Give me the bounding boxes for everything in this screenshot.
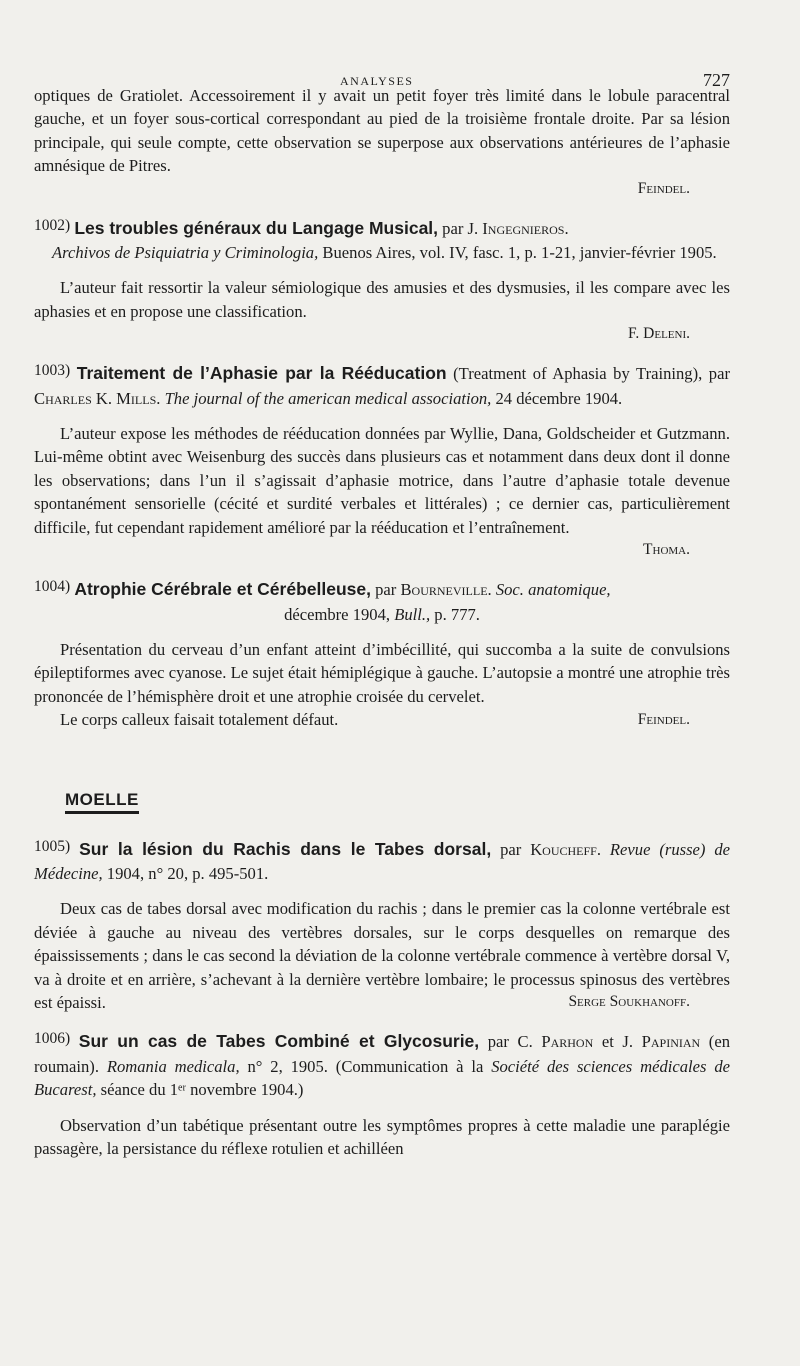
entry-text: Deux cas de tabes dorsal avec modification du rachis ; dans le premier cas la colonne vertébrale est déviée à gauche au niveau des vertèbres dorsales, sur le corps desquelles on remarque des épaississements ; dans le cas second la déviation de la colonne vertébrale commence à vertèbre dorsal V, va à droite et en arrière, s’achevant à la dernière vertèbre lombaire; le processus spinosus des vertèbres est épaissi.: [34, 899, 730, 1012]
entry-number: 1006): [34, 1030, 71, 1048]
entry-journal: Archivos de Psiquiatria y Criminologia,: [52, 243, 319, 263]
entry-signature: Thoma.: [643, 541, 690, 559]
section-heading: MOELLE: [65, 790, 139, 814]
entry-title: Sur un cas de Tabes Combiné et Glycosurie,: [78, 1031, 480, 1052]
entry-1002: [34, 217, 730, 346]
entry-number: 1005): [34, 837, 71, 855]
entry-journal-2: Société des sciences médicales de Bucarest,: [34, 1056, 730, 1100]
entry-author-2: Papinian: [641, 1032, 701, 1052]
entry-author: Ingegnieros.: [482, 218, 569, 238]
entry-1006: [34, 1030, 730, 1160]
entry-reference: [34, 241, 730, 264]
entry-lang: (en roumain).: [34, 1032, 730, 1076]
entry-1003: [34, 362, 730, 561]
entry-text: L’auteur fait ressortir la valeur sémiologique des amusies et des dysmusies, il les compare avec les aphasies et en propose une classification.: [34, 278, 730, 321]
entry-heading: [34, 1030, 730, 1101]
entry-heading: [34, 838, 730, 886]
entry-journal: The journal of the american medical association,: [164, 388, 492, 408]
entry-by: (Treatment of Aphasia by Training), par: [446, 364, 730, 384]
entry-journal: Revue (russe) de Médecine,: [34, 839, 730, 883]
entry-by: par J.: [438, 218, 483, 238]
entry-ref: 24 décembre 1904.: [491, 388, 623, 408]
entry-heading: [34, 217, 730, 265]
entry-by: par C.: [479, 1032, 542, 1052]
entry-number: 1002): [34, 216, 71, 234]
entry-heading: [34, 578, 730, 626]
page-header: [34, 58, 730, 90]
entry-by-2: et J.: [593, 1032, 642, 1052]
entry-number: 1004): [34, 578, 71, 596]
entry-ref-tail: p. 777.: [430, 604, 480, 624]
entry-author: Bourneville.: [400, 580, 492, 600]
entry-1005: [34, 838, 730, 1014]
entry-text: L’auteur expose les méthodes de rééducation données par Wyllie, Dana, Goldscheider et Gutzmann. Lui-même obtint avec Weisenburg des succès dans plusieurs cas et notamment dans deux dont il donne les observations; dans l’un il s’agissait d’aphasie motrice, dans l’autre d’aphasie totale devenue spontanément sensorielle (cécité et surdité verbales et littérales) ; ce dernier cas, particulièrement difficile, fut cependant rapidement amélioré par la rééducation et l’entraînement.: [34, 424, 730, 537]
entry-author: Charles K. Mills.: [34, 388, 161, 408]
entry-title: Atrophie Cérébrale et Cérébelleuse,: [74, 579, 371, 600]
entry-ref-italic: Bull.,: [394, 604, 431, 624]
entry-ref: 1904, n° 20, p. 495-501.: [102, 863, 269, 883]
intro-paragraph: optiques de Gratiolet. Accessoirement il y avait un petit foyer très limité dans le lobule paracentral gauche, et un foyer sous-cortical correspondant au pied de la troisième frontale droite. Par sa lésion principale, qui seule compte, cette observation se superpose aux observations antérieures de l’aphasie amnésique de Pitres.: [34, 86, 730, 176]
entry-signature: Serge Soukhanoff.: [568, 993, 690, 1011]
entry-number: 1003): [34, 362, 71, 380]
entry-ref-2: séance du 1ᵉʳ novembre 1904.): [96, 1080, 304, 1100]
entry-1004: [34, 578, 730, 731]
running-title: ANALYSES: [340, 74, 414, 88]
entry-journal: Soc. anatomique,: [495, 580, 611, 600]
entry-ref: décembre 1904,: [284, 604, 391, 624]
entry-signature: F. Deleni.: [628, 325, 690, 343]
page-number: 727: [703, 70, 730, 90]
entry-title: Les troubles généraux du Langage Musical,: [74, 217, 439, 238]
entry-text-2: Le corps calleux faisait totalement défaut. Feindel.: [34, 708, 730, 731]
entry-signature: Feindel.: [637, 711, 690, 729]
entry-by: par: [491, 839, 531, 859]
entry-ref: n° 2, 1905. (Communication à la: [239, 1056, 492, 1076]
entry-heading: [34, 362, 730, 410]
entry-ref: Buenos Aires, vol. IV, fasc. 1, p. 1-21, janvier-février 1905.: [318, 243, 717, 263]
entry-journal: Romania medicala,: [106, 1056, 240, 1076]
entry-title: Sur la lésion du Rachis dans le Tabes dorsal,: [79, 838, 492, 859]
intro-signature: Feindel.: [637, 179, 690, 197]
entry-by: par: [370, 580, 401, 600]
entry-author: Parhon: [541, 1032, 594, 1052]
entry-author: Koucheff.: [530, 839, 601, 859]
entry-text: Présentation du cerveau d’un enfant atteint d’imbécillité, qui succomba a la suite de convulsions épileptiformes avec cyanose. Le sujet était hémiplégique à gauche. L’autopsie a montré une atrophie très prononcée de l’hémisphère droit et une atrophie croisée du cervelet.: [34, 639, 730, 706]
entry-title: Traitement de l’Aphasie par la Rééducation: [76, 363, 447, 384]
entry-text: Observation d’un tabétique présentant outre les symptômes propres à cette maladie une paraplégie passagère, la persistance du réflexe rotulien et achilléen: [34, 1115, 730, 1158]
entry-reference: [34, 603, 730, 626]
page: [34, 58, 730, 1160]
